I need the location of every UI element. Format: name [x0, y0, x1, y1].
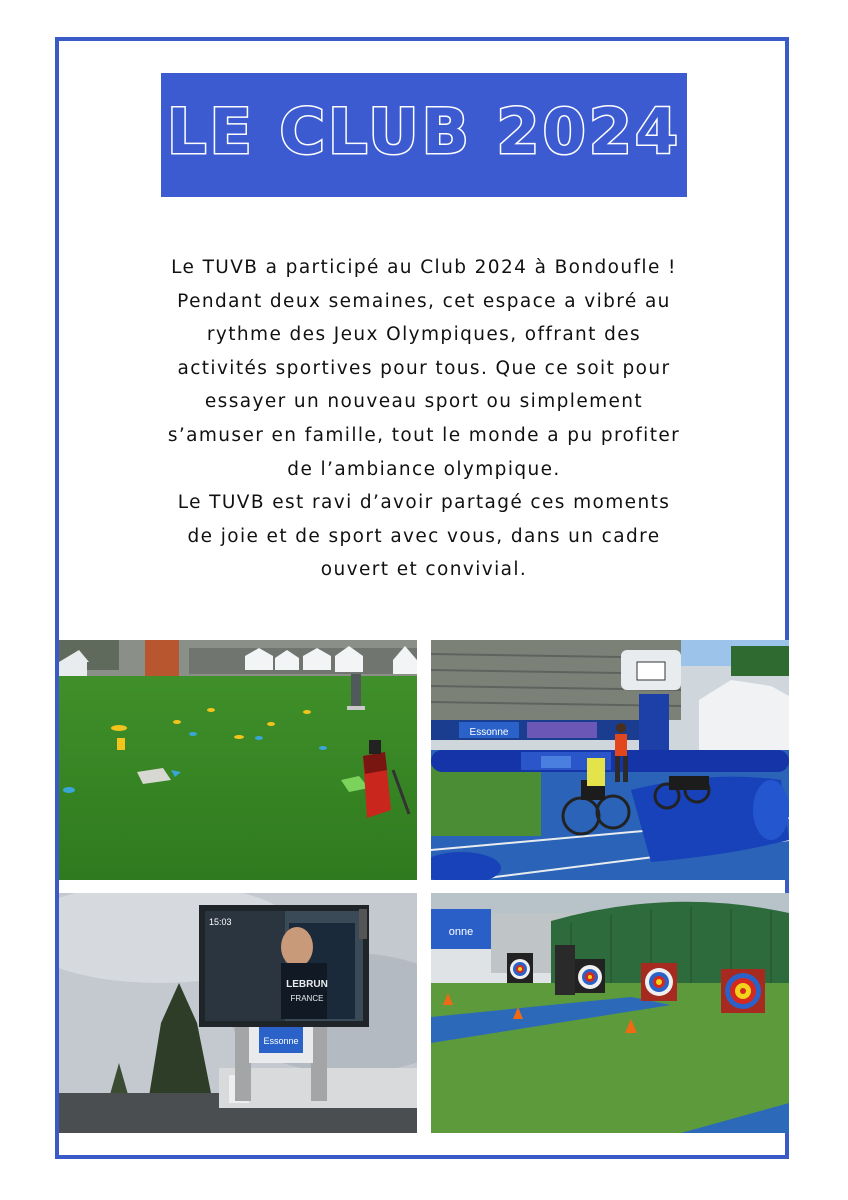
screen-player-country: FRANCE	[290, 994, 324, 1003]
body-line: s’amuser en famille, tout le monde a pu profiter	[167, 424, 681, 446]
body-line: Le TUVB a participé au Club 2024 à Bondoufle !	[171, 257, 677, 278]
body-line: de joie et de sport avec vous, dans un cadre	[187, 525, 661, 547]
photo-stadium-screen	[59, 893, 417, 1133]
photo-archery	[431, 893, 789, 1133]
body-line: ouvert et convivial.	[320, 559, 528, 581]
body-line: rythme des Jeux Olympiques, offrant des	[206, 324, 642, 346]
photo-stadium-field	[59, 640, 417, 880]
page-title: LE CLUB 2024	[167, 95, 681, 168]
body-line: Le TUVB est ravi d’avoir partagé ces moments	[177, 492, 671, 514]
body-paragraph	[100, 251, 748, 587]
body-line: Pendant deux semaines, cet espace a vibré au	[177, 290, 671, 312]
essonne-banner-text: Essonne	[469, 727, 509, 738]
screen-player-name: LEBRUN	[286, 979, 328, 990]
body-line: essayer un nouveau sport ou simplement	[204, 391, 644, 413]
essonne-sign-text: Essonne	[263, 1036, 299, 1046]
essonne-sign-text: onne	[448, 926, 474, 938]
photo-wheelchair-basketball	[431, 640, 789, 880]
screen-score: 15:03	[209, 917, 232, 927]
title-banner	[161, 73, 687, 197]
body-line: de l’ambiance olympique.	[287, 458, 561, 480]
body-line: activités sportives pour tous. Que ce soit pour	[177, 357, 671, 379]
